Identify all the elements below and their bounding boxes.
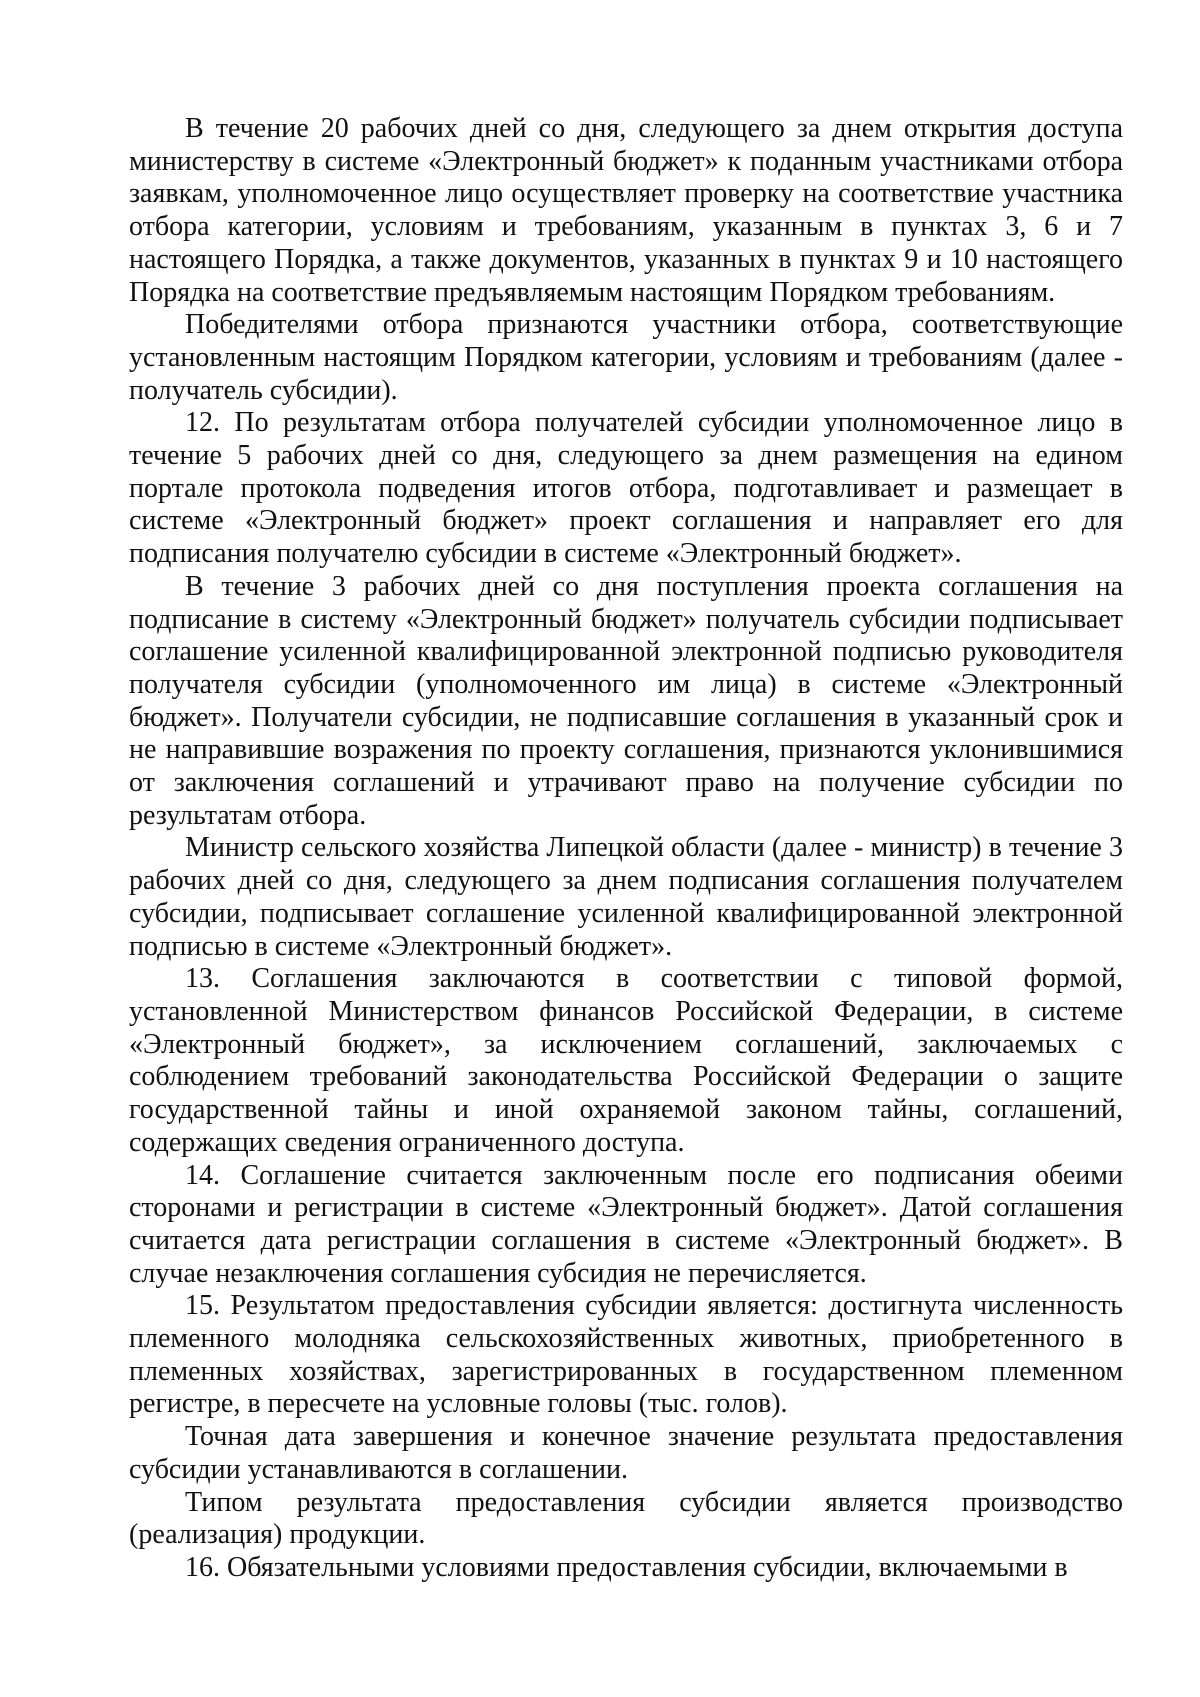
paragraph-item-12: 12. По результатам отбора получателей субсидии уполномоченное лицо в течение 5 рабочих дней со дня, следующего за днем размещения на едином портале протокола подведения итогов отбора, подготавливает и размещает в системе «Электронный бюджет» проект соглашения и направляет его для подписания получателю субсидии в системе «Электронный бюджет». [129,407,1123,570]
paragraph-item-15: 15. Результатом предоставления субсидии является: достигнута численность племенного молодняка сельскохозяйственных животных, приобретенного в племенных хозяйствах, зарегистрированных в государственном племенном регистре, в пересчете на условные головы (тыс. голов). [129,1290,1123,1420]
paragraph-item-14: 14. Соглашение считается заключенным после его подписания обеими сторонами и регистрации в системе «Электронный бюджет». Датой соглашения считается дата регистрации соглашения в системе «Электронный бюджет». В случае незаключения соглашения субсидия не перечисляется. [129,1159,1123,1289]
paragraph-item-16: 16. Обязательными условиями предоставления субсидии, включаемыми в [185,1551,1068,1583]
document-body [129,113,1123,1585]
paragraph-result-date: Точная дата завершения и конечное значение результата предоставления субсидии устанавливаются в соглашении. [129,1421,1123,1485]
paragraph-winners: Победителями отбора признаются участники отбора, соответствующие установленным настоящим Порядком категории, условиям и требованиям (далее - получатель субсидии). [129,309,1123,406]
paragraph-signing-period: В течение 3 рабочих дней со дня поступления проекта соглашения на подписание в систему «Электронный бюджет» получатель субсидии подписывает соглашение усиленной квалифицированной электронной подписью руководителя получателя субсидии (уполномоченного им лица) в системе «Электронный бюджет». Получатели субсидии, не подписавшие соглашения в указанный срок и не направившие возражения по проекту соглашения, признаются уклонившимися от заключения соглашений и утрачивают право на получение субсидии по результатам отбора. [129,570,1123,831]
paragraph-minister-signing: Министр сельского хозяйства Липецкой области (далее - министр) в течение 3 рабочих дней со дня, следующего за днем подписания соглашения получателем субсидии, подписывает соглашение усиленной квалифицированной электронной подписью в системе «Электронный бюджет». [129,832,1123,962]
paragraph-item-13: 13. Соглашения заключаются в соответствии с типовой формой, установленной Министерством финансов Российской Федерации, в системе «Электронный бюджет», за исключением соглашений, заключаемых с соблюдением требований законодательства Российской Федерации о защите государственной тайны и иной охраняемой законом тайны, соглашений, содержащих сведения ограниченного доступа. [129,963,1123,1158]
paragraph-review-period: В течение 20 рабочих дней со дня, следующего за днем открытия доступа министерству в системе «Электронный бюджет» к поданным участниками отбора заявкам, уполномоченное лицо осуществляет проверку на соответствие участника отбора категории, условиям и требованиям, указанным в пунктах 3, 6 и 7 настоящего Порядка, а также документов, указанных в пунктах 9 и 10 настоящего Порядка на соответствие предъявляемым настоящим Порядком требованиям. [129,113,1123,308]
paragraph-result-type: Типом результата предоставления субсидии является производство (реализация) продукции. [129,1486,1123,1551]
